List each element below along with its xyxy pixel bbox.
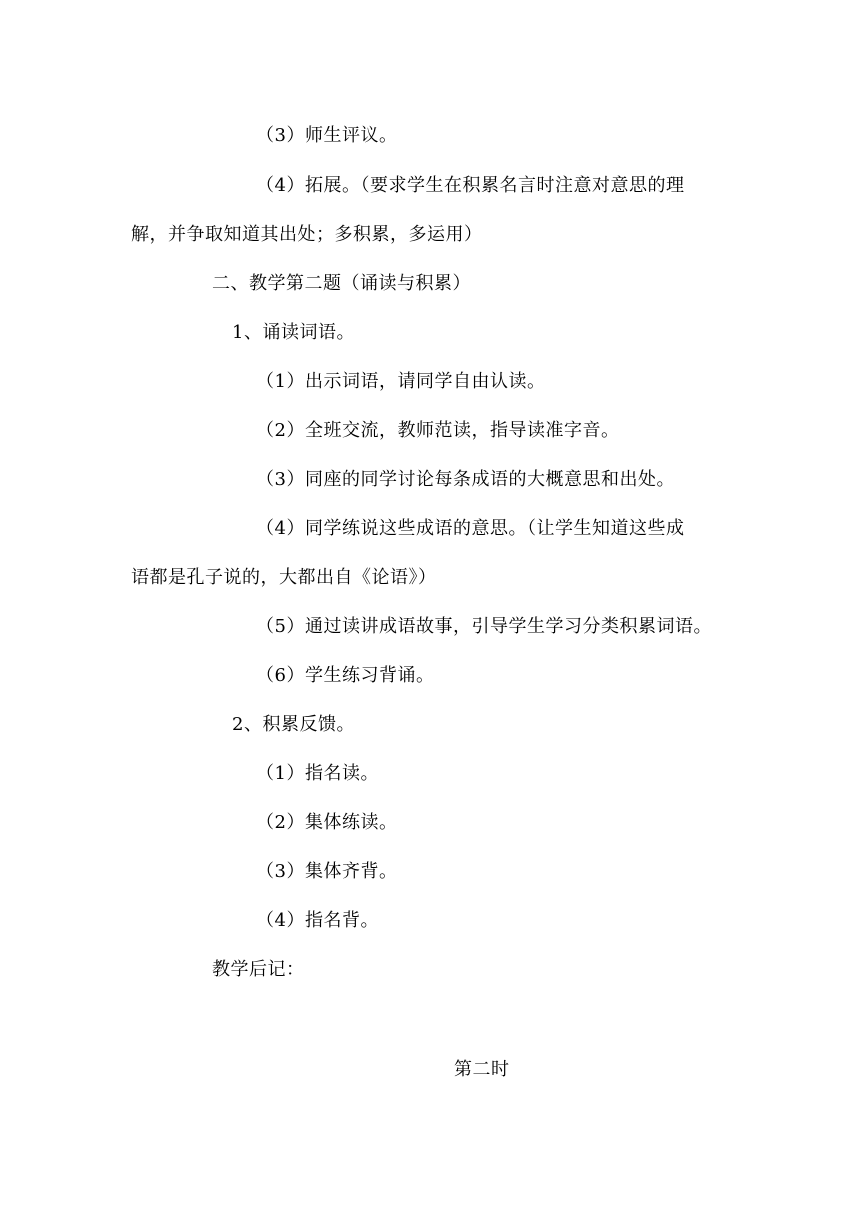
section-title: 第二时 [454,1059,510,1080]
paragraph-line: （3）师生评议。 [256,125,398,146]
paragraph-line: （3）同座的同学讨论每条成语的大概意思和出处。 [256,469,675,490]
paragraph-line: （5）通过读讲成语故事，引导学生学习分类积累词语。 [256,616,712,637]
paragraph-line: （2）全班交流，教师范读，指导读准字音。 [256,420,620,441]
paragraph-line: （1）出示词语，请同学自由认读。 [256,371,546,392]
notes-label: 教学后记： [212,959,305,980]
paragraph-line: 语都是孔子说的，大都出自《论语》） [131,567,437,588]
paragraph-line: （2）集体练读。 [256,812,398,833]
paragraph-line: （4）指名背。 [256,910,379,931]
section-heading: 二、教学第二题（诵读与积累） [212,273,471,294]
paragraph-line: （6）学生练习背诵。 [256,665,435,686]
subsection-heading: 2、积累反馈。 [232,714,355,735]
paragraph-line: （1）指名读。 [256,763,379,784]
paragraph-line: 解，并争取知道其出处；多积累，多运用） [131,224,483,245]
subsection-heading: 1、诵读词语。 [232,322,355,343]
paragraph-line: （4）同学练说这些成语的意思。（让学生知道这些成 [256,518,685,539]
paragraph-line: （3）集体齐背。 [256,861,398,882]
paragraph-line: （4）拓展。（要求学生在积累名言时注意对意思的理 [256,175,685,196]
